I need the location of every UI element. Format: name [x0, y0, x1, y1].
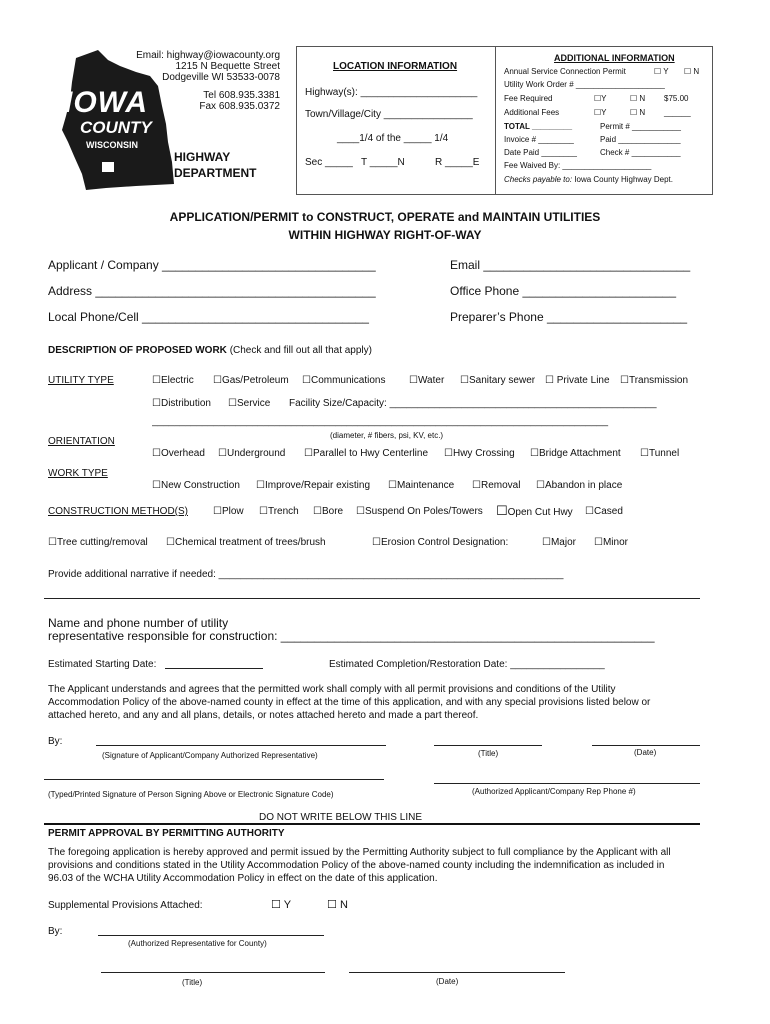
checkbox-icon: ☐	[388, 480, 397, 491]
form-title-line2: WITHIN HIGHWAY RIGHT-OF-WAY	[288, 228, 482, 242]
rep-phone-caption: (Authorized Applicant/Company Rep Phone #)	[472, 787, 636, 796]
checkbox-icon: ☐	[542, 537, 551, 548]
work-type-abandon[interactable]: ☐Abandon in place	[536, 480, 623, 491]
location-title: LOCATION INFORMATION	[333, 61, 458, 72]
date-line[interactable]	[592, 745, 700, 746]
facility-size-line2[interactable]: __________________________________________________________________________________	[152, 416, 609, 427]
checkbox-icon: ☐	[472, 480, 481, 491]
erosion-control-option[interactable]: ☐Erosion Control Designation:	[372, 537, 509, 548]
checkbox-icon: ☐	[218, 448, 227, 459]
checkbox-icon: ☐	[594, 94, 602, 103]
paid-field[interactable]: Paid ______________	[600, 135, 681, 144]
additional-title: ADDITIONAL INFORMATION	[554, 53, 675, 63]
orientation-hwy-crossing[interactable]: ☐Hwy Crossing	[444, 448, 515, 459]
utility-option-water[interactable]: ☐Water	[409, 375, 445, 386]
county-logo	[46, 46, 294, 196]
contact-fax: Fax 608.935.0372	[199, 101, 280, 112]
utility-option-transmission[interactable]: ☐Transmission	[620, 375, 689, 386]
checkbox-icon: ☐	[356, 506, 365, 517]
contact-tel: Tel 608.935.3381	[203, 90, 280, 101]
rep-label-line1: Name and phone number of utility	[48, 616, 229, 630]
chemical-treatment-option[interactable]: ☐Chemical treatment of trees/brush	[166, 537, 326, 548]
narrative-field[interactable]: Provide additional narrative if needed: ______________________________________________________________	[48, 569, 564, 580]
additional-fees-no[interactable]: ☐ N	[630, 108, 646, 117]
highways-field[interactable]: Highway(s): _____________________	[305, 87, 478, 98]
sec-field[interactable]: Sec _____	[305, 157, 353, 168]
checkbox-icon: ☐	[630, 108, 638, 117]
address-field[interactable]: Address __________________________________________	[48, 284, 376, 298]
checkbox-icon: ☐	[409, 375, 418, 386]
checks-payable-label: Checks payable to:	[504, 175, 573, 184]
applicant-signature-caption: (Signature of Applicant/Company Authorized Representative)	[102, 751, 318, 760]
utility-option-distribution[interactable]: ☐Distribution	[152, 398, 211, 409]
utility-option-electric[interactable]: ☐Electric	[152, 375, 194, 386]
construction-method-label: CONSTRUCTION METHOD(S)	[48, 506, 188, 517]
method-cased[interactable]: ☐Cased	[585, 506, 623, 517]
checkbox-icon: ☐	[496, 504, 508, 519]
range-field[interactable]: R _____E	[435, 157, 480, 168]
fee-required-label: Fee Required	[504, 94, 553, 103]
additional-information-box	[494, 46, 713, 195]
preparer-phone-field[interactable]: Preparer’s Phone _____________________	[450, 310, 688, 324]
town-field[interactable]: Town/Village/City ________________	[305, 109, 473, 120]
orientation-underground[interactable]: ☐Underground	[218, 448, 286, 459]
checkbox-icon: ☐	[259, 506, 268, 517]
contact-address	[136, 50, 280, 83]
orientation-parallel[interactable]: ☐Parallel to Hwy Centerline	[304, 448, 429, 459]
method-open-cut[interactable]: ☐Open Cut Hwy	[496, 504, 573, 519]
utility-option-gas[interactable]: ☐Gas/Petroleum	[213, 375, 289, 386]
rep-phone-line[interactable]	[434, 783, 700, 784]
annual-permit-label: Annual Service Connection Permit	[504, 67, 626, 76]
annual-permit-yes[interactable]: ☐ Y	[654, 67, 669, 76]
check-number-field[interactable]: Check # ___________	[600, 148, 681, 157]
completion-date-field[interactable]: Estimated Completion/Restoration Date: _________________	[329, 659, 605, 670]
checkbox-icon: ☐	[630, 94, 638, 103]
printed-signature-caption: (Typed/Printed Signature of Person Signing Above or Electronic Signature Code)	[48, 790, 334, 799]
form-title-line1: APPLICATION/PERMIT to CONSTRUCT, OPERATE and MAINTAIN UTILITIES	[169, 210, 601, 224]
dept-line2: DEPARTMENT	[174, 166, 257, 180]
checkbox-icon: ☐	[594, 108, 602, 117]
contact-phones	[199, 90, 280, 112]
checkbox-icon: ☐	[228, 398, 237, 409]
county-rep-line[interactable]	[98, 935, 324, 936]
checkbox-icon: ☐	[594, 537, 603, 548]
local-phone-field[interactable]: Local Phone/Cell __________________________________	[48, 310, 369, 324]
dept-line1: HIGHWAY	[174, 150, 231, 164]
checkbox-icon: ☐	[444, 448, 453, 459]
utility-option-private-line[interactable]: ☐ Private Line	[545, 375, 610, 386]
checkbox-icon: ☐	[460, 375, 469, 386]
county-date-line[interactable]	[349, 972, 565, 973]
separator-line	[44, 823, 700, 825]
checks-payable	[504, 175, 673, 184]
supplemental-label: Supplemental Provisions Attached:	[48, 900, 203, 911]
do-not-write-label: DO NOT WRITE BELOW THIS LINE	[259, 812, 422, 823]
method-bore[interactable]: ☐Bore	[313, 506, 344, 517]
work-type-maintenance[interactable]: ☐Maintenance	[388, 480, 455, 491]
fee-required-yes[interactable]: ☐Y	[594, 94, 607, 103]
checkbox-icon: ☐	[152, 448, 161, 459]
supplemental-no[interactable]: ☐ N	[327, 898, 348, 911]
facility-size-field[interactable]: Facility Size/Capacity: ________________________________________________	[289, 398, 657, 409]
erosion-major-option[interactable]: ☐Major	[542, 537, 576, 548]
checkbox-icon: ☐	[585, 506, 594, 517]
method-suspend[interactable]: ☐Suspend On Poles/Towers	[356, 506, 483, 517]
tree-cutting-option[interactable]: ☐Tree cutting/removal	[48, 537, 148, 548]
checkbox-icon: ☐	[684, 67, 692, 76]
checkbox-icon: ☐	[536, 480, 545, 491]
work-type-removal[interactable]: ☐Removal	[472, 480, 521, 491]
fee-amount: $75.00	[664, 94, 689, 103]
checkbox-icon: ☐	[304, 448, 313, 459]
method-trench[interactable]: ☐Trench	[259, 506, 299, 517]
contact-city: Dodgeville WI 53533-0078	[162, 72, 280, 83]
total-field[interactable]: TOTAL _________	[504, 122, 573, 131]
checkbox-icon: ☐	[640, 448, 649, 459]
checkbox-icon: ☐	[271, 898, 281, 911]
checkbox-icon: ☐	[256, 480, 265, 491]
supplemental-yes[interactable]: ☐ Y	[271, 898, 292, 911]
applicant-company-field[interactable]: Applicant / Company ________________________________	[48, 258, 376, 272]
work-type-label: WORK TYPE	[48, 468, 108, 479]
checkbox-icon: ☐	[372, 537, 381, 548]
work-order-field[interactable]: Utility Work Order # ____________________	[504, 80, 665, 89]
checkbox-icon: ☐	[152, 375, 161, 386]
narrative-line[interactable]	[44, 598, 700, 599]
logo-county: COUNTY	[80, 118, 152, 137]
fee-waived-field[interactable]: Fee Waived By: ____________________	[504, 161, 652, 170]
checkbox-icon: ☐	[327, 898, 337, 911]
work-type-improve-repair[interactable]: ☐Improve/Repair existing	[256, 480, 371, 491]
invoice-field[interactable]: Invoice # ________	[504, 135, 574, 144]
checkbox-icon: ☐	[545, 375, 554, 386]
checks-payable-value: Iowa County Highway Dept.	[574, 175, 673, 184]
checkbox-icon: ☐	[48, 537, 57, 548]
start-date-label: Estimated Starting Date:	[48, 659, 157, 670]
description-note: (Check and fill out all that apply)	[229, 345, 372, 356]
logo-name: IOWA	[64, 86, 148, 119]
checkbox-icon: ☐	[213, 375, 222, 386]
email-field[interactable]: Email _______________________________	[450, 258, 691, 272]
checkbox-icon: ☐	[213, 506, 222, 517]
by-label: By:	[48, 736, 63, 747]
utility-option-sanitary-sewer[interactable]: ☐Sanitary sewer	[460, 375, 536, 386]
township-field[interactable]: T _____N	[361, 157, 405, 168]
checkbox-icon: ☐	[654, 67, 662, 76]
agreement-text: The Applicant understands and agrees that the permitted work shall comply with all permit provisions and conditions of the Utility Accommodation Policy of the above-named county in effect at the time of this application, and with any special provisions listed below or attached hereto, and any and all plans, details, or notes attached hereto and made a part thereof.	[48, 684, 651, 721]
description-title: DESCRIPTION OF PROPOSED WORK	[48, 345, 227, 356]
county-title-caption: (Title)	[182, 978, 203, 987]
annual-permit-no[interactable]: ☐ N	[684, 67, 700, 76]
checkbox-icon: ☐	[313, 506, 322, 517]
utility-option-service[interactable]: ☐Service	[228, 398, 271, 409]
additional-fees-label: Additional Fees	[504, 108, 560, 117]
date-caption: (Date)	[634, 748, 657, 757]
contact-email: Email: highway@iowacounty.org	[136, 50, 280, 61]
contact-street: 1215 N Bequette Street	[175, 61, 280, 72]
erosion-minor-option[interactable]: ☐Minor	[594, 537, 628, 548]
checkbox-icon: ☐	[152, 480, 161, 491]
printed-signature-line[interactable]	[44, 779, 384, 780]
additional-fees-amount[interactable]: ______	[664, 108, 691, 117]
work-type-new-construction[interactable]: ☐New Construction	[152, 480, 240, 491]
orientation-label: ORIENTATION	[48, 436, 115, 447]
county-title-line[interactable]	[101, 972, 325, 973]
utility-option-communications[interactable]: ☐Communications	[302, 375, 386, 386]
approval-heading: PERMIT APPROVAL BY PERMITTING AUTHORITY	[48, 828, 285, 839]
checkbox-icon: ☐	[302, 375, 311, 386]
utility-type-label: UTILITY TYPE	[48, 375, 114, 386]
fee-required-no[interactable]: ☐ N	[630, 94, 646, 103]
date-paid-field[interactable]: Date Paid ________	[504, 148, 577, 157]
rep-field[interactable]: representative responsible for construction: ________________________________________________________	[48, 629, 655, 643]
checkbox-icon: ☐	[620, 375, 629, 386]
orientation-overhead[interactable]: ☐Overhead	[152, 448, 205, 459]
orientation-bridge-attachment[interactable]: ☐Bridge Attachment	[530, 448, 621, 459]
title-caption: (Title)	[478, 749, 499, 758]
approval-text: The foregoing application is hereby approved and permit issued by the Permitting Authority subject to full compliance by the Applicant with all provisions and conditions stated in the Utility Accommodation Policy of the above-named county including the indemnification as included in 96.03 of the WCHA Utility Accommodation Policy in effect on the date of this application.	[48, 847, 671, 884]
checkbox-icon: ☐	[152, 398, 161, 409]
checkbox-icon: ☐	[166, 537, 175, 548]
county-by-label: By:	[48, 926, 63, 937]
orientation-tunnel[interactable]: ☐Tunnel	[640, 448, 680, 459]
checkbox-icon: ☐	[530, 448, 539, 459]
logo-state: WISCONSIN	[86, 140, 139, 150]
facility-size-note: (diameter, # fibers, psi, KV, etc.)	[330, 431, 444, 440]
office-phone-field[interactable]: Office Phone _______________________	[450, 284, 676, 298]
quarter-field[interactable]: ____1/4 of the _____ 1/4	[337, 133, 449, 144]
title-line[interactable]	[434, 745, 542, 746]
county-rep-caption: (Authorized Representative for County)	[128, 939, 267, 948]
department-name	[174, 149, 256, 181]
applicant-signature-line[interactable]	[96, 745, 386, 746]
start-date-field[interactable]	[165, 668, 263, 669]
location-information-box	[296, 46, 496, 195]
additional-fees-yes[interactable]: ☐Y	[594, 108, 607, 117]
county-date-caption: (Date)	[436, 977, 459, 986]
permit-number-field[interactable]: Permit # ___________	[600, 122, 681, 131]
method-plow[interactable]: ☐Plow	[213, 506, 244, 517]
description-heading	[48, 345, 372, 356]
